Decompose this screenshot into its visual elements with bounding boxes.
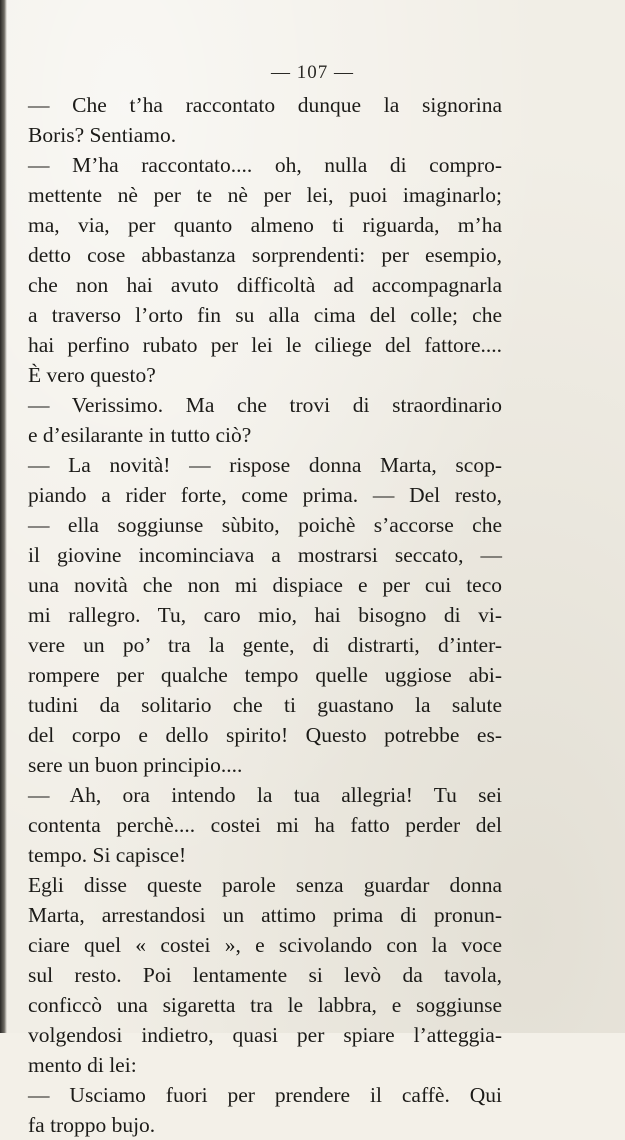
- text-line: — La novità! — rispose donna Marta, scop-: [28, 453, 502, 477]
- text-line: tudini da solitario che ti guastano la salute: [28, 693, 502, 717]
- text-line: — M’ha raccontato.... oh, nulla di compro-: [28, 153, 502, 177]
- text-line: mento di lei:: [28, 1053, 137, 1077]
- text-line: volgendosi indietro, quasi per spiare l’atteggia-: [28, 1023, 502, 1047]
- text-line: il giovine incominciava a mostrarsi seccato, —: [28, 543, 502, 567]
- text-line: — Usciamo fuori per prendere il caffè. Qui: [28, 1083, 502, 1107]
- text-line: È vero questo?: [28, 363, 156, 387]
- text-line: sul resto. Poi lentamente si levò da tavola,: [28, 963, 502, 987]
- text-line: detto cose abbastanza sorprendenti: per esempio,: [28, 243, 502, 267]
- text-line: conficcò una sigaretta tra le labbra, e soggiunse: [28, 993, 502, 1017]
- text-line: mettente nè per te nè per lei, puoi imaginarlo;: [28, 183, 502, 207]
- text-line: hai perfino rubato per lei le ciliege del fattore....: [28, 333, 502, 357]
- text-line: una novità che non mi dispiace e per cui teco: [28, 573, 502, 597]
- text-line: e d’esilarante in tutto ciò?: [28, 423, 252, 447]
- text-line: contenta perchè.... costei mi ha fatto perder del: [28, 813, 502, 837]
- text-line: — Verissimo. Ma che trovi di straordinario: [28, 393, 502, 417]
- text-line: — ella soggiunse sùbito, poichè s’accorse che: [28, 513, 502, 537]
- text-line: Marta, arrestandosi un attimo prima di pronun-: [28, 903, 502, 927]
- text-line: tempo. Si capisce!: [28, 843, 187, 867]
- text-line: del corpo e dello spirito! Questo potrebbe es-: [28, 723, 502, 747]
- text-line: rompere per qualche tempo quelle uggiose abi-: [28, 663, 502, 687]
- page-number: — 107 —: [271, 62, 354, 83]
- text-line: che non hai avuto difficoltà ad accompagnarla: [28, 273, 502, 297]
- page-binding-edge: [0, 0, 7, 1033]
- text-line: piando a rider forte, come prima. — Del resto,: [28, 483, 502, 507]
- page-text: [28, 90, 502, 1140]
- text-line: fa troppo bujo.: [28, 1113, 156, 1137]
- text-line: Egli disse queste parole senza guardar donna: [28, 873, 502, 897]
- text-line: — Che t’ha raccontato dunque la signorina: [28, 93, 502, 117]
- text-line: mi rallegro. Tu, caro mio, hai bisogno di vi-: [28, 603, 502, 627]
- text-line: a traverso l’orto fin su alla cima del colle; che: [28, 303, 502, 327]
- text-line: vere un po’ tra la gente, di distrarti, d’inter-: [28, 633, 502, 657]
- text-line: Boris? Sentiamo.: [28, 123, 177, 147]
- text-line: ciare quel « costei », e scivolando con la voce: [28, 933, 502, 957]
- text-line: sere un buon principio....: [28, 753, 243, 777]
- text-line: — Ah, ora intendo la tua allegria! Tu sei: [28, 783, 502, 807]
- text-line: ma, via, per quanto almeno ti riguarda, m’ha: [28, 213, 502, 237]
